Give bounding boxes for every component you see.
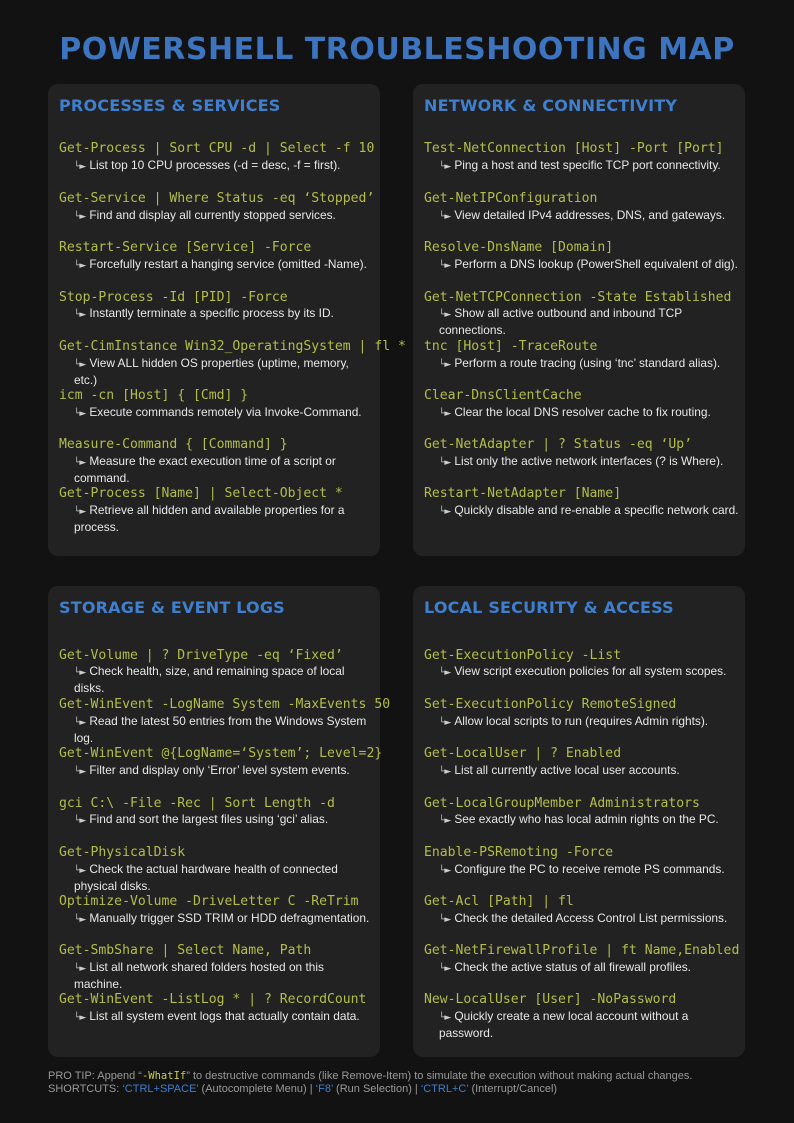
arrow-icon: └►: [439, 668, 452, 678]
command-description: [439, 812, 739, 829]
command-description: [74, 763, 374, 780]
whatif-flag: -WhatIf: [141, 1070, 187, 1082]
command-text: Get-Process [Name] | Select-Object *: [59, 486, 343, 501]
panel-processes: [48, 84, 406, 556]
command-text: Test-NetConnection [Host] -Port [Port]: [424, 141, 724, 156]
arrow-icon: └►: [439, 261, 452, 271]
description-text: List only the active network interfaces (? is Where).: [454, 454, 724, 468]
description-text: Check the detailed Access Control List permissions.: [454, 911, 728, 925]
description-text: Perform a route tracing (using ‘tnc’ standard alias).: [454, 356, 721, 370]
description-text: Filter and display only ‘Error’ level system events.: [89, 763, 350, 777]
command-text: Get-PhysicalDisk: [59, 845, 186, 860]
arrow-icon: └►: [74, 409, 87, 419]
description-text: Perform a DNS lookup (PowerShell equivalent of dig).: [454, 257, 738, 271]
arrow-icon: └►: [439, 915, 452, 925]
command-text: Resolve-DnsName [Domain]: [424, 240, 614, 255]
command-description: [74, 1009, 374, 1026]
command-description: [439, 763, 739, 780]
description-text: List all currently active local user accounts.: [454, 763, 680, 777]
command-text: Get-Process | Sort CPU -d | Select -f 10: [59, 141, 375, 156]
arrow-icon: └►: [74, 212, 87, 222]
panel-network: [413, 84, 745, 556]
arrow-icon: └►: [74, 915, 87, 925]
arrow-icon: └►: [439, 507, 452, 517]
arrow-icon: └►: [439, 1013, 452, 1023]
arrow-icon: └►: [439, 360, 452, 370]
description-text: Instantly terminate a specific process by its ID.: [89, 306, 334, 320]
arrow-icon: └►: [439, 767, 452, 777]
shortcuts-prefix: SHORTCUTS:: [48, 1083, 123, 1095]
description-text: Ping a host and test specific TCP port connectivity.: [454, 158, 721, 172]
command-description: [439, 664, 739, 681]
panel-title: PROCESSES & SERVICES: [59, 96, 281, 115]
arrow-icon: └►: [439, 212, 452, 222]
command-text: Restart-NetAdapter [Name]: [424, 486, 622, 501]
description-text: Configure the PC to receive remote PS commands.: [454, 862, 725, 876]
arrow-icon: └►: [74, 718, 87, 728]
command-text: Optimize-Volume -DriveLetter C -ReTrim: [59, 894, 359, 909]
command-description: [439, 306, 709, 338]
description-text: Quickly disable and re-enable a specific network card.: [454, 503, 739, 517]
description-text: View ALL hidden OS properties (uptime, memory, etc.): [74, 356, 349, 387]
description-text: List all system event logs that actually contain data.: [89, 1009, 360, 1023]
shortcut-desc: (Autocomplete Menu) |: [198, 1083, 316, 1095]
arrow-icon: └►: [439, 964, 452, 974]
description-text: See exactly who has local admin rights on the PC.: [454, 812, 719, 826]
command-text: icm -cn [Host] { [Cmd] }: [59, 388, 249, 403]
description-text: Forcefully restart a hanging service (omitted -Name).: [89, 257, 367, 271]
arrow-icon: └►: [74, 507, 87, 517]
description-text: List top 10 CPU processes (-d = desc, -f = first).: [89, 158, 341, 172]
command-description: [74, 812, 374, 829]
command-text: Get-LocalUser | ? Enabled: [424, 746, 622, 761]
command-description: [74, 664, 354, 696]
command-text: gci C:\ -File -Rec | Sort Length -d: [59, 796, 335, 811]
panel-title: STORAGE & EVENT LOGS: [59, 598, 285, 617]
command-description: [439, 356, 739, 373]
command-description: [439, 257, 739, 274]
command-text: Get-NetAdapter | ? Status -eq ‘Up’: [424, 437, 693, 452]
arrow-icon: └►: [439, 718, 452, 728]
command-description: [439, 405, 739, 422]
command-description: [439, 960, 739, 977]
arrow-icon: └►: [74, 310, 87, 320]
command-description: [74, 306, 374, 323]
arrow-icon: └►: [74, 866, 87, 876]
arrow-icon: └►: [439, 409, 452, 419]
command-description: [74, 911, 374, 928]
command-text: Get-SmbShare | Select Name, Path: [59, 943, 312, 958]
arrow-icon: └►: [74, 816, 87, 826]
command-description: [74, 454, 344, 486]
description-text: Execute commands remotely via Invoke-Command.: [89, 405, 362, 419]
command-text: Get-WinEvent -ListLog * | ? RecordCount: [59, 992, 367, 1007]
command-text: Get-Service | Where Status -eq ‘Stopped’: [59, 191, 375, 206]
description-text: Check the active status of all firewall profiles.: [454, 960, 691, 974]
page-title: POWERSHELL TROUBLESHOOTING MAP: [59, 32, 735, 67]
command-description: [74, 714, 374, 746]
command-text: New-LocalUser [User] -NoPassword: [424, 992, 677, 1007]
description-text: Check health, size, and remaining space of local disks.: [74, 664, 345, 695]
command-description: [74, 405, 374, 422]
arrow-icon: └►: [74, 964, 87, 974]
arrow-icon: └►: [439, 458, 452, 468]
panel-storage: [48, 586, 391, 1057]
command-description: [439, 1009, 709, 1041]
shortcuts: [48, 1083, 557, 1095]
shortcut-desc: (Interrupt/Cancel): [468, 1083, 558, 1095]
command-description: [439, 911, 739, 928]
command-description: [439, 862, 739, 879]
command-description: [74, 862, 354, 894]
pro-tip-suffix: ” to destructive commands (like Remove-Item) to simulate the execution without making actual changes.: [186, 1070, 693, 1082]
command-text: Measure-Command { [Command] }: [59, 437, 288, 452]
command-description: [439, 208, 739, 225]
command-text: Get-WinEvent @{LogName=‘System’; Level=2}: [59, 746, 383, 761]
arrow-icon: └►: [439, 866, 452, 876]
arrow-icon: └►: [439, 816, 452, 826]
shortcut-key: ‘CTRL+SPACE’: [122, 1083, 199, 1095]
command-text: Set-ExecutionPolicy RemoteSigned: [424, 697, 677, 712]
command-description: [74, 356, 374, 388]
description-text: View detailed IPv4 addresses, DNS, and gateways.: [454, 208, 726, 222]
command-description: [74, 158, 374, 175]
arrow-icon: └►: [74, 261, 87, 271]
command-text: Get-NetTCPConnection -State Established: [424, 290, 732, 305]
panel-title: LOCAL SECURITY & ACCESS: [424, 598, 674, 617]
command-description: [439, 503, 739, 520]
command-text: Get-CimInstance Win32_OperatingSystem | fl *: [59, 339, 406, 354]
description-text: Show all active outbound and inbound TCP connections.: [439, 306, 682, 337]
description-text: Find and display all currently stopped services.: [89, 208, 336, 222]
arrow-icon: └►: [74, 360, 87, 370]
arrow-icon: └►: [74, 162, 87, 172]
description-text: List all network shared folders hosted on this machine.: [74, 960, 324, 991]
description-text: Clear the local DNS resolver cache to fix routing.: [454, 405, 711, 419]
command-description: [439, 158, 739, 175]
arrow-icon: └►: [74, 668, 87, 678]
shortcut-key: ‘CTRL+C’: [420, 1083, 469, 1095]
description-text: Quickly create a new local account without a password.: [439, 1009, 689, 1040]
description-text: Read the latest 50 entries from the Windows System log.: [74, 714, 367, 745]
command-text: Clear-DnsClientCache: [424, 388, 582, 403]
command-description: [74, 208, 374, 225]
command-text: Restart-Service [Service] -Force: [59, 240, 312, 255]
command-text: Enable-PSRemoting -Force: [424, 845, 614, 860]
description-text: Find and sort the largest files using ‘gci’ alias.: [89, 812, 329, 826]
command-description: [439, 454, 739, 471]
description-text: Allow local scripts to run (requires Admin rights).: [454, 714, 709, 728]
description-text: Manually trigger SSD TRIM or HDD defragmentation.: [89, 911, 370, 925]
arrow-icon: └►: [74, 767, 87, 777]
command-text: Get-ExecutionPolicy -List: [424, 648, 622, 663]
command-text: Get-WinEvent -LogName System -MaxEvents 50: [59, 697, 391, 712]
description-text: Check the actual hardware health of connected physical disks.: [74, 862, 338, 893]
panel-title: NETWORK & CONNECTIVITY: [424, 96, 678, 115]
command-text: Stop-Process -Id [PID] -Force: [59, 290, 288, 305]
command-description: [439, 714, 739, 731]
command-description: [74, 960, 344, 992]
description-text: Measure the exact execution time of a script or command.: [74, 454, 336, 485]
panel-security: [413, 586, 745, 1057]
command-text: Get-Acl [Path] | fl: [424, 894, 574, 909]
arrow-icon: └►: [74, 458, 87, 468]
command-description: [74, 257, 374, 274]
pro-tip: [48, 1070, 692, 1082]
command-text: Get-NetFirewallProfile | ft Name,Enabled: [424, 943, 740, 958]
shortcut-key: ‘F8’: [315, 1083, 333, 1095]
command-text: Get-LocalGroupMember Administrators: [424, 796, 700, 811]
command-text: Get-NetIPConfiguration: [424, 191, 598, 206]
command-text: tnc [Host] -TraceRoute: [424, 339, 598, 354]
description-text: View script execution policies for all system scopes.: [454, 664, 727, 678]
command-description: [74, 503, 354, 535]
description-text: Retrieve all hidden and available properties for a process.: [74, 503, 345, 534]
shortcut-desc: (Run Selection) |: [332, 1083, 421, 1095]
command-text: Get-Volume | ? DriveType -eq ‘Fixed’: [59, 648, 343, 663]
arrow-icon: └►: [74, 1013, 87, 1023]
arrow-icon: └►: [439, 162, 452, 172]
pro-tip-prefix: PRO TIP: Append “: [48, 1070, 142, 1082]
arrow-icon: └►: [439, 310, 452, 320]
